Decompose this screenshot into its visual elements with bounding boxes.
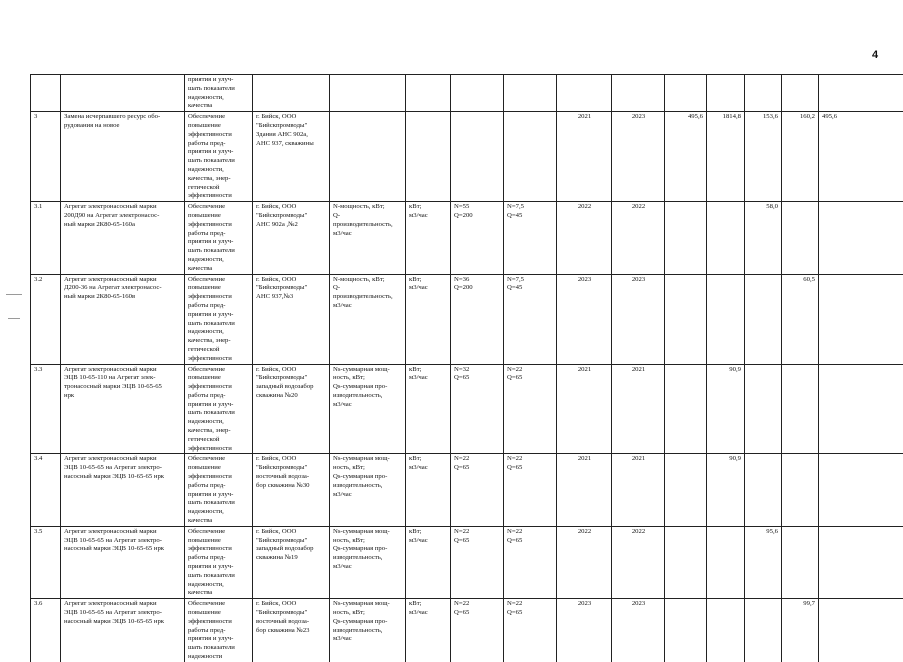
object-location: г. Бийск, ООО "Бийскпромводы" восточный водоза- бор скважина №23 (256, 600, 327, 662)
start-year: 2021 (560, 455, 609, 525)
page-number: 4 (872, 49, 878, 61)
value-before (454, 76, 501, 111)
cost-value-cell (707, 599, 745, 662)
parameter-name: N-мощность, кВт; Q- производительность, м3/час (333, 276, 403, 364)
end-year: 2021 (615, 455, 662, 525)
value-before-cell (451, 364, 504, 454)
parameter-name-cell (330, 364, 406, 454)
value-before: N=55 Q=200 (454, 203, 501, 273)
cost-value: 99,7 (785, 600, 815, 662)
value-before-cell (451, 75, 504, 112)
end-year (615, 76, 662, 111)
start-year: 2021 (560, 113, 609, 201)
value-before-cell (451, 454, 504, 526)
row-number: 3.3 (34, 366, 58, 454)
cost-value-cell (745, 112, 782, 202)
value-after: N=22 Q=65 (507, 455, 554, 525)
cost-value-cell (665, 112, 707, 202)
table-row (31, 75, 903, 112)
cost-value-cell (665, 202, 707, 274)
unit-cell (406, 454, 451, 526)
cost-value-cell (782, 112, 819, 202)
measure-purpose: Обеспечение повышение эффективности работы пред- приятия и улуч- шать показатели надежности, качества (188, 528, 250, 598)
cost-value-cell (745, 274, 782, 364)
object-location-cell (253, 112, 330, 202)
parameter-name: Ns-суммарная мощ- ность, кВт; Qs-суммарная про- изводительность, м3/час (333, 528, 403, 598)
end-year-cell (612, 75, 665, 112)
value-before: N=22 Q=65 (454, 600, 501, 662)
cost-value-cell (819, 112, 903, 202)
cost-value-cell (745, 364, 782, 454)
measure-purpose-cell (185, 112, 253, 202)
value-after-cell (504, 364, 557, 454)
cost-value-cell (665, 454, 707, 526)
end-year-cell (612, 454, 665, 526)
end-year-cell (612, 112, 665, 202)
object-location: г. Бийск, ООО "Бийскпромводы" западный водозабор скважина №20 (256, 366, 327, 454)
value-after: N=22 Q=65 (507, 366, 554, 454)
cost-value: 153,6 (748, 113, 778, 201)
value-before: N=36 Q=200 (454, 276, 501, 364)
cost-value (710, 600, 741, 662)
end-year: 2022 (615, 203, 662, 273)
unit: кВт; м3/час (409, 276, 448, 364)
measure-purpose-cell (185, 364, 253, 454)
row-number (34, 76, 58, 111)
object-location: г. Бийск, ООО "Бийскпромводы" западный водозабор скважина №19 (256, 528, 327, 598)
table-row (31, 202, 903, 274)
unit-cell (406, 202, 451, 274)
parameter-name-cell (330, 526, 406, 598)
cost-value (668, 455, 703, 525)
cost-value: 58,0 (748, 203, 778, 273)
parameter-name: Ns-суммарная мощ- ность, кВт; Qs-суммарная про- изводительность, м3/час (333, 455, 403, 525)
table-row (31, 599, 903, 662)
value-after-cell (504, 526, 557, 598)
measure-name-cell (61, 364, 185, 454)
start-year: 2022 (560, 528, 609, 598)
measure-name-cell (61, 202, 185, 274)
row-number: 3.2 (34, 276, 58, 364)
end-year-cell (612, 526, 665, 598)
row-number-cell (31, 202, 61, 274)
measure-name: Замена исчерпавшего ресурс обо- рудования на новое (64, 113, 182, 201)
unit (409, 76, 448, 111)
row-number: 3.4 (34, 455, 58, 525)
measure-name-cell (61, 75, 185, 112)
end-year: 2021 (615, 366, 662, 454)
end-year: 2023 (615, 113, 662, 201)
measure-name: Агрегат электронасосный марки Д200-36 на Агрегат электронасос- ный марки 2К80-65-160в (64, 276, 182, 364)
parameter-name (333, 76, 403, 111)
row-number-cell (31, 274, 61, 364)
cost-value-cell (707, 274, 745, 364)
start-year-cell (557, 364, 612, 454)
cost-value-cell (819, 526, 903, 598)
measure-purpose: приятия и улуч- шать показатели надежности, качества (188, 76, 250, 111)
parameter-name-cell (330, 274, 406, 364)
cost-value-cell (665, 599, 707, 662)
cost-value: 90,9 (710, 366, 741, 454)
object-location-cell (253, 526, 330, 598)
measure-name-cell (61, 274, 185, 364)
cost-value (822, 600, 903, 662)
value-after: N=7,5 Q=45 (507, 203, 554, 273)
unit-cell (406, 526, 451, 598)
value-after-cell (504, 112, 557, 202)
end-year: 2022 (615, 528, 662, 598)
cost-value (710, 528, 741, 598)
cost-value-cell (819, 599, 903, 662)
start-year-cell (557, 112, 612, 202)
measure-purpose: Обеспечение повышение эффективности работы пред- приятия и улуч- шать показатели надежности, качества, энер- гетической эффективности (188, 276, 250, 364)
unit: кВт; м3/час (409, 528, 448, 598)
cost-value-cell (745, 454, 782, 526)
measure-purpose-cell (185, 526, 253, 598)
unit (409, 113, 448, 201)
start-year: 2023 (560, 600, 609, 662)
unit-cell (406, 274, 451, 364)
cost-value (668, 600, 703, 662)
row-number-cell (31, 75, 61, 112)
cost-value-cell (665, 75, 707, 112)
table-row (31, 454, 903, 526)
measure-name-cell (61, 526, 185, 598)
table-body (31, 75, 903, 662)
end-year: 2023 (615, 600, 662, 662)
value-before-cell (451, 526, 504, 598)
start-year-cell (557, 75, 612, 112)
cost-value (710, 276, 741, 364)
cost-value (822, 76, 903, 111)
measure-purpose: Обеспечение повышение эффективности работы пред- приятия и улуч- шать показатели надежности, качества (188, 455, 250, 525)
value-before: N=32 Q=65 (454, 366, 501, 454)
end-year-cell (612, 364, 665, 454)
parameter-name (333, 113, 403, 201)
row-number-cell (31, 454, 61, 526)
value-before-cell (451, 202, 504, 274)
measure-purpose-cell (185, 75, 253, 112)
cost-value (748, 366, 778, 454)
value-after-cell (504, 75, 557, 112)
cost-value: 160,2 (785, 113, 815, 201)
unit: кВт; м3/час (409, 600, 448, 662)
table-row (31, 274, 903, 364)
row-number: 3.6 (34, 600, 58, 662)
end-year-cell (612, 202, 665, 274)
object-location-cell (253, 454, 330, 526)
value-after: N=22 Q=65 (507, 528, 554, 598)
measure-name: Агрегат электронасосный марки ЭЦВ 10-65-65 на Агрегат электро- насосный марки ЭЦВ 10-65-65 нрк (64, 455, 182, 525)
value-before: N=22 Q=65 (454, 528, 501, 598)
cost-value-cell (819, 454, 903, 526)
value-after-cell (504, 599, 557, 662)
row-number: 3.5 (34, 528, 58, 598)
row-number: 3 (34, 113, 58, 201)
unit: кВт; м3/час (409, 455, 448, 525)
cost-value: 1814,8 (710, 113, 741, 201)
measure-purpose-cell (185, 274, 253, 364)
unit-cell (406, 364, 451, 454)
parameter-name: Ns-суммарная мощ- ность, кВт; Qs-суммарная про- изводительность, м3/час (333, 600, 403, 662)
cost-value (785, 528, 815, 598)
object-location-cell (253, 75, 330, 112)
object-location: г. Бийск, ООО "Бийскпромводы" Здания АНС 902а, АНС 937, скважины (256, 113, 327, 201)
cost-value (785, 203, 815, 273)
value-after (507, 113, 554, 201)
unit-cell (406, 75, 451, 112)
unit-cell (406, 112, 451, 202)
cost-value-cell (707, 112, 745, 202)
cost-value-cell (665, 274, 707, 364)
cost-value-cell (707, 75, 745, 112)
object-location-cell (253, 364, 330, 454)
scan-artifact (8, 318, 20, 319)
value-before-cell (451, 112, 504, 202)
start-year-cell (557, 599, 612, 662)
cost-value-cell (707, 454, 745, 526)
unit: кВт; м3/час (409, 203, 448, 273)
cost-value (748, 276, 778, 364)
cost-value-cell (782, 454, 819, 526)
cost-value (822, 366, 903, 454)
investment-program-table (30, 74, 903, 662)
end-year: 2023 (615, 276, 662, 364)
start-year: 2022 (560, 203, 609, 273)
parameter-name: N-мощность, кВт; Q- производительность, м3/час (333, 203, 403, 273)
object-location-cell (253, 274, 330, 364)
cost-value (668, 528, 703, 598)
row-number-cell (31, 526, 61, 598)
cost-value-cell (745, 526, 782, 598)
row-number: 3.1 (34, 203, 58, 273)
start-year-cell (557, 274, 612, 364)
cost-value (710, 203, 741, 273)
parameter-name-cell (330, 75, 406, 112)
measure-purpose: Обеспечение повышение эффективности работы пред- приятия и улуч- шать показатели надежности, качества, энер- гетической эффективности (188, 366, 250, 454)
cost-value-cell (745, 75, 782, 112)
start-year-cell (557, 454, 612, 526)
cost-value-cell (782, 75, 819, 112)
value-after: N=22 Q=65 (507, 600, 554, 662)
cost-value-cell (819, 75, 903, 112)
cost-value (822, 203, 903, 273)
cost-value-cell (782, 526, 819, 598)
cost-value (668, 366, 703, 454)
scan-artifact (6, 294, 22, 295)
value-before (454, 113, 501, 201)
measure-name: Агрегат электронасосный марки ЭЦВ 10-65-65 на Агрегат электро- насосный марки ЭЦВ 10-65-65 нрк (64, 528, 182, 598)
measure-purpose-cell (185, 454, 253, 526)
measure-name (64, 76, 182, 111)
measure-name-cell (61, 599, 185, 662)
cost-value: 95,6 (748, 528, 778, 598)
measure-purpose: Обеспечение повышение эффективности работы пред- приятия и улуч- шать показатели надежности, качества, энер- гетической эффективности (188, 113, 250, 201)
cost-value (785, 455, 815, 525)
cost-value: 90,9 (710, 455, 741, 525)
measure-purpose-cell (185, 202, 253, 274)
measure-name: Агрегат электронасосный марки 200Д90 на Агрегат электронасос- ный марки 2К80-65-160а (64, 203, 182, 273)
cost-value-cell (707, 364, 745, 454)
table-row (31, 112, 903, 202)
cost-value (822, 528, 903, 598)
cost-value (748, 76, 778, 111)
table-row (31, 364, 903, 454)
object-location: г. Бийск, ООО "Бийскпромводы" АНС 937,№3 (256, 276, 327, 364)
measure-purpose: Обеспечение повышение эффективности работы пред- приятия и улуч- шать показатели надежности, качества (188, 203, 250, 273)
cost-value-cell (782, 274, 819, 364)
cost-value-cell (665, 364, 707, 454)
measure-purpose-cell (185, 599, 253, 662)
value-after: N=7,5 Q=45 (507, 276, 554, 364)
parameter-name-cell (330, 112, 406, 202)
cost-value (748, 600, 778, 662)
parameter-name-cell (330, 202, 406, 274)
cost-value: 60,5 (785, 276, 815, 364)
measure-name: Агрегат электронасосный марки ЭЦВ 10-65-110 на Агрегат элек- тронасосный марки ЭЦВ 10-65-65 нрк (64, 366, 182, 454)
object-location: г. Бийск, ООО "Бийскпромводы" восточный водоза- бор скважина №30 (256, 455, 327, 525)
parameter-name: Ns-суммарная мощ- ность, кВт; Qs-суммарная про- изводительность, м3/час (333, 366, 403, 454)
cost-value (822, 455, 903, 525)
value-before-cell (451, 274, 504, 364)
start-year: 2023 (560, 276, 609, 364)
cost-value (668, 203, 703, 273)
table-row (31, 526, 903, 598)
cost-value: 495,6 (822, 113, 903, 201)
value-after-cell (504, 274, 557, 364)
object-location-cell (253, 599, 330, 662)
end-year-cell (612, 274, 665, 364)
value-after-cell (504, 454, 557, 526)
object-location-cell (253, 202, 330, 274)
cost-value-cell (665, 526, 707, 598)
unit-cell (406, 599, 451, 662)
measure-name-cell (61, 112, 185, 202)
cost-value (748, 455, 778, 525)
cost-value-cell (707, 526, 745, 598)
measure-name-cell (61, 454, 185, 526)
cost-value (822, 276, 903, 364)
value-before-cell (451, 599, 504, 662)
start-year-cell (557, 526, 612, 598)
measure-name: Агрегат электронасосный марки ЭЦВ 10-65-65 на Агрегат электро- насосный марки ЭЦВ 10-65-65 нрк (64, 600, 182, 662)
row-number-cell (31, 364, 61, 454)
parameter-name-cell (330, 599, 406, 662)
cost-value-cell (745, 202, 782, 274)
cost-value-cell (819, 364, 903, 454)
cost-value (668, 76, 703, 111)
cost-value (785, 76, 815, 111)
start-year (560, 76, 609, 111)
measure-purpose: Обеспечение повышение эффективности работы пред- приятия и улуч- шать показатели надежности (188, 600, 250, 662)
cost-value-cell (707, 202, 745, 274)
value-after-cell (504, 202, 557, 274)
object-location (256, 76, 327, 111)
cost-value-cell (782, 364, 819, 454)
cost-value (785, 366, 815, 454)
row-number-cell (31, 112, 61, 202)
value-before: N=22 Q=65 (454, 455, 501, 525)
start-year: 2021 (560, 366, 609, 454)
object-location: г. Бийск, ООО "Бийскпромводы" АНС 902а ,№2 (256, 203, 327, 273)
cost-value (710, 76, 741, 111)
row-number-cell (31, 599, 61, 662)
cost-value-cell (782, 599, 819, 662)
cost-value-cell (745, 599, 782, 662)
cost-value-cell (782, 202, 819, 274)
cost-value-cell (819, 202, 903, 274)
end-year-cell (612, 599, 665, 662)
cost-value (668, 276, 703, 364)
parameter-name-cell (330, 454, 406, 526)
cost-value: 495,6 (668, 113, 703, 201)
value-after (507, 76, 554, 111)
start-year-cell (557, 202, 612, 274)
cost-value-cell (819, 274, 903, 364)
unit: кВт; м3/час (409, 366, 448, 454)
